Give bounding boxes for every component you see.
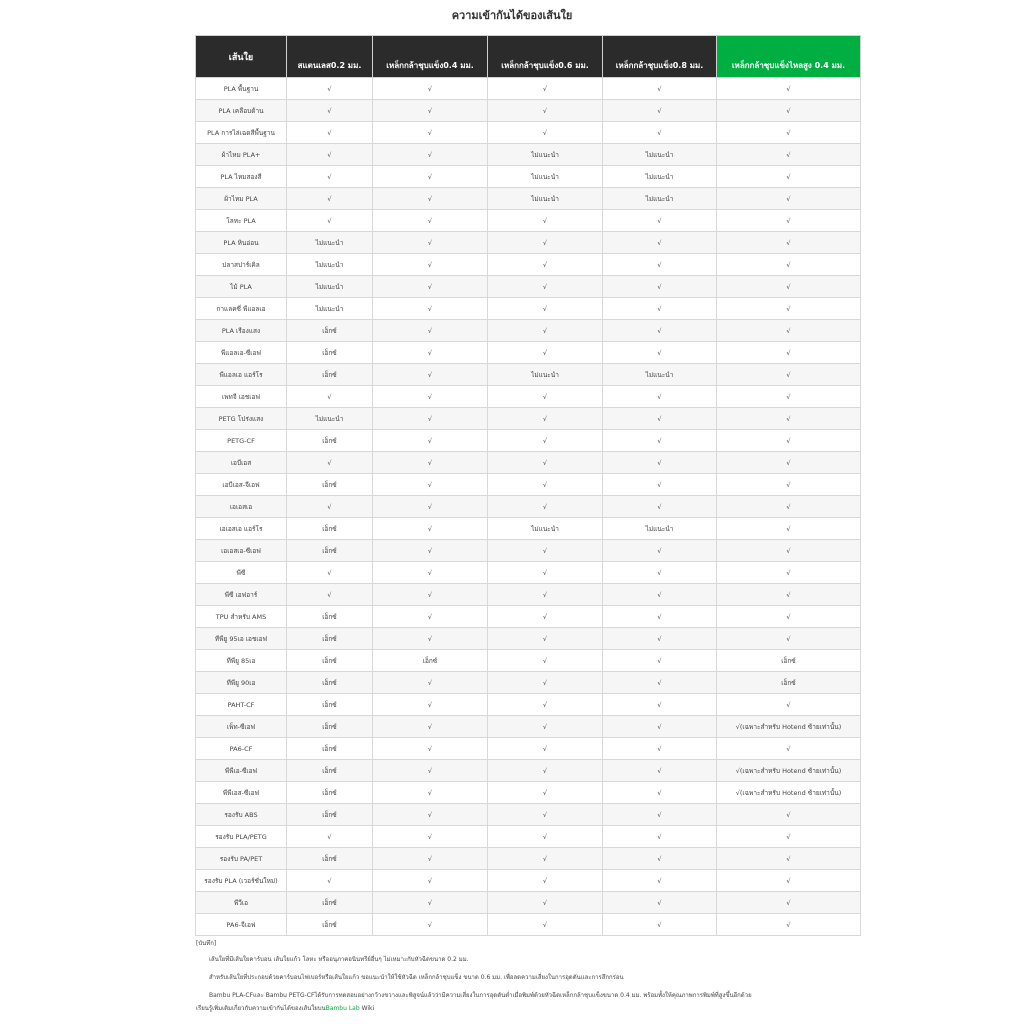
filament-name-cell: รองรับ ABS bbox=[196, 804, 287, 826]
compatibility-cell: √ bbox=[373, 496, 488, 518]
compatibility-cell: เอ็กซ์ bbox=[287, 804, 373, 826]
compatibility-table bbox=[195, 35, 861, 936]
filament-name-cell: PA6-จีเอฟ bbox=[196, 914, 287, 936]
compatibility-cell: เอ็กซ์ bbox=[287, 364, 373, 386]
compatibility-cell: √ bbox=[287, 870, 373, 892]
compatibility-cell: √ bbox=[287, 826, 373, 848]
compatibility-cell: √ bbox=[287, 210, 373, 232]
compatibility-cell: √ bbox=[603, 694, 717, 716]
compatibility-cell: √ bbox=[488, 210, 603, 232]
compatibility-cell: เอ็กซ์ bbox=[287, 914, 373, 936]
compatibility-cell: √ bbox=[488, 452, 603, 474]
compatibility-cell: √ bbox=[373, 166, 488, 188]
table-row bbox=[196, 254, 861, 276]
compatibility-cell: ไม่แนะนำ bbox=[488, 166, 603, 188]
compatibility-cell: √ bbox=[287, 166, 373, 188]
compatibility-cell: √ bbox=[603, 650, 717, 672]
compatibility-cell: √ bbox=[488, 672, 603, 694]
table-row bbox=[196, 496, 861, 518]
compatibility-cell: เอ็กซ์ bbox=[287, 430, 373, 452]
compatibility-cell: ไม่แนะนำ bbox=[287, 408, 373, 430]
footer-text bbox=[196, 1003, 374, 1013]
compatibility-cell: √ bbox=[488, 848, 603, 870]
compatibility-cell: √ bbox=[603, 386, 717, 408]
compatibility-cell: √ bbox=[373, 892, 488, 914]
compatibility-cell: √ bbox=[488, 474, 603, 496]
compatibility-cell: √ bbox=[287, 386, 373, 408]
compatibility-cell: √ bbox=[717, 804, 861, 826]
compatibility-cell: √ bbox=[488, 914, 603, 936]
compatibility-cell: √ bbox=[373, 364, 488, 386]
filament-name-cell: TPU สำหรับ AMS bbox=[196, 606, 287, 628]
compatibility-cell: √ bbox=[373, 474, 488, 496]
compatibility-cell: √ bbox=[488, 496, 603, 518]
compatibility-cell: √ bbox=[287, 100, 373, 122]
compatibility-cell: √ bbox=[373, 276, 488, 298]
table-row bbox=[196, 298, 861, 320]
compatibility-cell: √ bbox=[603, 584, 717, 606]
compatibility-cell: √ bbox=[488, 78, 603, 100]
filament-name-cell: เอบีเอส-จีเอฟ bbox=[196, 474, 287, 496]
table-row bbox=[196, 628, 861, 650]
compatibility-cell: √ bbox=[373, 78, 488, 100]
table-row bbox=[196, 210, 861, 232]
table-row bbox=[196, 166, 861, 188]
compatibility-cell: √ bbox=[287, 452, 373, 474]
compatibility-cell: √ bbox=[287, 188, 373, 210]
compatibility-cell: √ bbox=[488, 408, 603, 430]
compatibility-cell: √ bbox=[717, 452, 861, 474]
compatibility-cell: √(เฉพาะสำหรับ Hotend ซ้ายเท่านั้น) bbox=[717, 760, 861, 782]
compatibility-cell: √ bbox=[717, 144, 861, 166]
compatibility-cell: √ bbox=[717, 848, 861, 870]
compatibility-cell: √ bbox=[717, 914, 861, 936]
compatibility-cell: √ bbox=[488, 232, 603, 254]
filament-name-cell: กาแลคซี่ พีแอลเอ bbox=[196, 298, 287, 320]
compatibility-cell: √ bbox=[488, 584, 603, 606]
compatibility-cell: √ bbox=[488, 694, 603, 716]
table-row bbox=[196, 760, 861, 782]
table-row bbox=[196, 870, 861, 892]
compatibility-cell: √ bbox=[603, 716, 717, 738]
filament-name-cell: PLA การไล่เฉดสีพื้นฐาน bbox=[196, 122, 287, 144]
table-row bbox=[196, 232, 861, 254]
filament-name-cell: รองรับ PA/PET bbox=[196, 848, 287, 870]
footer-suffix: Wiki bbox=[359, 1005, 375, 1012]
compatibility-cell: √ bbox=[373, 628, 488, 650]
compatibility-cell: เอ็กซ์ bbox=[287, 606, 373, 628]
compatibility-cell: √ bbox=[717, 408, 861, 430]
compatibility-cell: √ bbox=[488, 254, 603, 276]
table-row bbox=[196, 804, 861, 826]
compatibility-cell: ไม่แนะนำ bbox=[603, 166, 717, 188]
compatibility-cell: √ bbox=[717, 474, 861, 496]
table-row bbox=[196, 826, 861, 848]
compatibility-cell: √ bbox=[717, 100, 861, 122]
compatibility-cell: √ bbox=[287, 122, 373, 144]
table-row bbox=[196, 540, 861, 562]
compatibility-cell: √ bbox=[717, 606, 861, 628]
compatibility-cell: √ bbox=[373, 738, 488, 760]
table-row bbox=[196, 892, 861, 914]
compatibility-cell: เอ็กซ์ bbox=[717, 672, 861, 694]
compatibility-cell: √ bbox=[373, 760, 488, 782]
compatibility-cell: √ bbox=[488, 122, 603, 144]
header-stainless-0-2: สแตนเลส0.2 มม. bbox=[287, 36, 373, 78]
compatibility-cell: √ bbox=[603, 276, 717, 298]
header-hardened-0-8: เหล็กกล้าชุบแข็ง0.8 มม. bbox=[603, 36, 717, 78]
compatibility-cell: เอ็กซ์ bbox=[717, 650, 861, 672]
compatibility-cell: √ bbox=[717, 320, 861, 342]
compatibility-cell: √ bbox=[373, 848, 488, 870]
header-filament: เส้นใย bbox=[196, 36, 287, 78]
compatibility-cell: √ bbox=[603, 298, 717, 320]
notes-heading: [บันทึก] bbox=[196, 940, 217, 947]
compatibility-cell: เอ็กซ์ bbox=[287, 320, 373, 342]
compatibility-cell: √ bbox=[603, 408, 717, 430]
compatibility-cell: √ bbox=[373, 342, 488, 364]
filament-name-cell: เอบีเอส bbox=[196, 452, 287, 474]
compatibility-cell: √ bbox=[603, 78, 717, 100]
compatibility-cell: √ bbox=[717, 870, 861, 892]
compatibility-cell: √ bbox=[603, 826, 717, 848]
compatibility-cell: √ bbox=[717, 826, 861, 848]
compatibility-cell: ไม่แนะนำ bbox=[603, 364, 717, 386]
filament-name-cell: เพทจี เอชเอฟ bbox=[196, 386, 287, 408]
filament-name-cell: ไม้ PLA bbox=[196, 276, 287, 298]
compatibility-cell: √ bbox=[488, 650, 603, 672]
table-row bbox=[196, 122, 861, 144]
compatibility-cell: เอ็กซ์ bbox=[373, 650, 488, 672]
table-row bbox=[196, 848, 861, 870]
compatibility-cell: √ bbox=[717, 78, 861, 100]
table-row bbox=[196, 584, 861, 606]
compatibility-cell: √ bbox=[603, 496, 717, 518]
table-row bbox=[196, 782, 861, 804]
compatibility-cell: √ bbox=[373, 188, 488, 210]
compatibility-cell: √ bbox=[488, 870, 603, 892]
compatibility-cell: √ bbox=[717, 364, 861, 386]
compatibility-cell: √ bbox=[373, 122, 488, 144]
table-row bbox=[196, 452, 861, 474]
compatibility-cell: √ bbox=[488, 430, 603, 452]
compatibility-cell: √ bbox=[373, 606, 488, 628]
compatibility-cell: √ bbox=[373, 298, 488, 320]
compatibility-cell: √ bbox=[717, 496, 861, 518]
compatibility-cell: √ bbox=[717, 386, 861, 408]
table-row bbox=[196, 650, 861, 672]
notes-section bbox=[196, 938, 752, 1008]
compatibility-cell: เอ็กซ์ bbox=[287, 628, 373, 650]
compatibility-cell: √ bbox=[603, 848, 717, 870]
compatibility-cell: √ bbox=[373, 694, 488, 716]
header-high-flow-0-4: เหล็กกล้าชุบแข็งไหลสูง 0.4 มม. bbox=[717, 36, 861, 78]
note-item: สำหรับเส้นใยที่ประกอบด้วยคาร์บอนไฟเบอร์หรือเส้นใยแก้ว ขอแนะนำให้ใช้หัวฉีด เหล็กกล้าชุบแข็ง ขนาด 0.6 มม. เพื่อลดความเสี่ยงในการอุดตันและการสึกกร่อน bbox=[209, 974, 624, 981]
compatibility-cell: √ bbox=[603, 760, 717, 782]
compatibility-cell: √ bbox=[717, 562, 861, 584]
compatibility-cell: √ bbox=[287, 78, 373, 100]
bambu-lab-link[interactable]: Bambu Lab bbox=[325, 1005, 360, 1012]
compatibility-cell: √ bbox=[717, 188, 861, 210]
compatibility-cell: √ bbox=[373, 408, 488, 430]
compatibility-cell: √ bbox=[373, 254, 488, 276]
header-hardened-0-6: เหล็กกล้าชุบแข็ง0.6 มม. bbox=[488, 36, 603, 78]
compatibility-cell: √ bbox=[603, 210, 717, 232]
filament-name-cell: PLA ไหมสองสี bbox=[196, 166, 287, 188]
compatibility-cell: √ bbox=[603, 562, 717, 584]
page-title: ความเข้ากันได้ของเส้นใย bbox=[451, 9, 573, 22]
compatibility-cell: √ bbox=[603, 474, 717, 496]
filament-name-cell: ผ้าไหม PLA+ bbox=[196, 144, 287, 166]
table-row bbox=[196, 386, 861, 408]
compatibility-cell: เอ็กซ์ bbox=[287, 342, 373, 364]
compatibility-cell: √ bbox=[373, 232, 488, 254]
table-row bbox=[196, 694, 861, 716]
compatibility-cell: ไม่แนะนำ bbox=[603, 188, 717, 210]
compatibility-cell: √ bbox=[603, 122, 717, 144]
filament-name-cell: พีพีเอ-ซีเอฟ bbox=[196, 760, 287, 782]
filament-name-cell: รองรับ PLA (เวอร์ชั่นใหม่) bbox=[196, 870, 287, 892]
compatibility-cell: √ bbox=[717, 122, 861, 144]
compatibility-cell: √ bbox=[373, 210, 488, 232]
compatibility-cell: √ bbox=[603, 804, 717, 826]
filament-name-cell: PLA พื้นฐาน bbox=[196, 78, 287, 100]
compatibility-cell: √ bbox=[603, 738, 717, 760]
filament-name-cell: พีซี bbox=[196, 562, 287, 584]
note-item: Bambu PLA-CFและ Bambu PETG-CFได้รับการทดสอบอย่างกว้างขวางและพิสูจน์แล้วว่ามีความเสี่ยงในการอุดตันต่ำเมื่อพิมพ์ด้วยหัวฉีดเหล็กกล้าชุบแข็งขนาด 0.4 มม. พร้อมทั้งให้คุณภาพการพิมพ์ที่สูงขึ้นอีกด้วย bbox=[209, 992, 752, 999]
filament-name-cell: เอเอสเอ bbox=[196, 496, 287, 518]
compatibility-cell: √(เฉพาะสำหรับ Hotend ซ้ายเท่านั้น) bbox=[717, 782, 861, 804]
compatibility-cell: √ bbox=[717, 694, 861, 716]
compatibility-cell: √ bbox=[373, 716, 488, 738]
compatibility-cell: ไม่แนะนำ bbox=[488, 364, 603, 386]
compatibility-cell: √ bbox=[603, 606, 717, 628]
compatibility-cell: √ bbox=[373, 782, 488, 804]
compatibility-cell: √ bbox=[488, 738, 603, 760]
filament-name-cell: พีแอลเอ-ซีเอฟ bbox=[196, 342, 287, 364]
compatibility-cell: √(เฉพาะสำหรับ Hotend ซ้ายเท่านั้น) bbox=[717, 716, 861, 738]
table-row bbox=[196, 408, 861, 430]
filament-name-cell: โลหะ PLA bbox=[196, 210, 287, 232]
compatibility-cell: √ bbox=[373, 914, 488, 936]
compatibility-cell: √ bbox=[603, 430, 717, 452]
filament-name-cell: PETG โปร่งแสง bbox=[196, 408, 287, 430]
compatibility-cell: เอ็กซ์ bbox=[287, 892, 373, 914]
compatibility-cell: เอ็กซ์ bbox=[287, 738, 373, 760]
table-header-row bbox=[196, 36, 861, 78]
table-row bbox=[196, 276, 861, 298]
compatibility-cell: เอ็กซ์ bbox=[287, 760, 373, 782]
compatibility-cell: √ bbox=[717, 298, 861, 320]
compatibility-cell: ไม่แนะนำ bbox=[287, 254, 373, 276]
compatibility-cell: ไม่แนะนำ bbox=[287, 232, 373, 254]
compatibility-cell: √ bbox=[488, 892, 603, 914]
compatibility-cell: √ bbox=[717, 628, 861, 650]
compatibility-cell: √ bbox=[603, 232, 717, 254]
compatibility-cell: √ bbox=[373, 100, 488, 122]
filament-name-cell: PETG-CF bbox=[196, 430, 287, 452]
compatibility-cell: √ bbox=[603, 914, 717, 936]
compatibility-cell: √ bbox=[717, 232, 861, 254]
table-row bbox=[196, 342, 861, 364]
compatibility-cell: √ bbox=[373, 452, 488, 474]
compatibility-cell: √ bbox=[488, 716, 603, 738]
table-row bbox=[196, 320, 861, 342]
compatibility-cell: √ bbox=[603, 892, 717, 914]
table-row bbox=[196, 672, 861, 694]
compatibility-cell: √ bbox=[373, 672, 488, 694]
compatibility-cell: √ bbox=[373, 430, 488, 452]
filament-name-cell: พีวีเอ bbox=[196, 892, 287, 914]
compatibility-cell: √ bbox=[287, 562, 373, 584]
compatibility-cell: √ bbox=[717, 166, 861, 188]
compatibility-cell: √ bbox=[603, 540, 717, 562]
compatibility-cell: √ bbox=[488, 342, 603, 364]
compatibility-cell: √ bbox=[488, 100, 603, 122]
compatibility-cell: √ bbox=[603, 870, 717, 892]
filament-name-cell: เอเอสเอ แอร์โร bbox=[196, 518, 287, 540]
compatibility-cell: √ bbox=[603, 672, 717, 694]
table-row bbox=[196, 914, 861, 936]
compatibility-cell: √ bbox=[717, 540, 861, 562]
compatibility-cell: √ bbox=[717, 254, 861, 276]
table-row bbox=[196, 100, 861, 122]
table-row bbox=[196, 606, 861, 628]
compatibility-cell: √ bbox=[717, 210, 861, 232]
compatibility-cell: √ bbox=[603, 628, 717, 650]
compatibility-cell: √ bbox=[603, 782, 717, 804]
filament-name-cell: พีพีเอส-ซีเอฟ bbox=[196, 782, 287, 804]
compatibility-cell: √ bbox=[488, 628, 603, 650]
compatibility-cell: √ bbox=[488, 276, 603, 298]
compatibility-cell: √ bbox=[488, 804, 603, 826]
compatibility-cell: √ bbox=[717, 342, 861, 364]
compatibility-cell: √ bbox=[603, 452, 717, 474]
table-row bbox=[196, 430, 861, 452]
filament-name-cell: พีซี เอฟอาร์ bbox=[196, 584, 287, 606]
compatibility-cell: ไม่แนะนำ bbox=[603, 518, 717, 540]
compatibility-cell: √ bbox=[603, 254, 717, 276]
filament-name-cell: เพ็ท-ซีเอฟ bbox=[196, 716, 287, 738]
table-body bbox=[196, 78, 861, 936]
filament-name-cell: PLA เรืองแสง bbox=[196, 320, 287, 342]
compatibility-cell: เอ็กซ์ bbox=[287, 694, 373, 716]
compatibility-cell: √ bbox=[488, 826, 603, 848]
compatibility-cell: √ bbox=[373, 870, 488, 892]
compatibility-cell: √ bbox=[373, 320, 488, 342]
compatibility-cell: ไม่แนะนำ bbox=[287, 276, 373, 298]
compatibility-cell: เอ็กซ์ bbox=[287, 540, 373, 562]
table-row bbox=[196, 562, 861, 584]
compatibility-cell: √ bbox=[488, 540, 603, 562]
compatibility-cell: √ bbox=[488, 562, 603, 584]
compatibility-cell: เอ็กซ์ bbox=[287, 650, 373, 672]
filament-name-cell: PLA หินอ่อน bbox=[196, 232, 287, 254]
table-row bbox=[196, 78, 861, 100]
compatibility-cell: √ bbox=[373, 386, 488, 408]
filament-name-cell: รองรับ PLA/PETG bbox=[196, 826, 287, 848]
table-row bbox=[196, 188, 861, 210]
compatibility-cell: ไม่แนะนำ bbox=[488, 188, 603, 210]
header-hardened-0-4: เหล็กกล้าชุบแข็ง0.4 มม. bbox=[373, 36, 488, 78]
filament-name-cell: PLA เคลือบด้าน bbox=[196, 100, 287, 122]
compatibility-cell: ไม่แนะนำ bbox=[287, 298, 373, 320]
compatibility-cell: √ bbox=[717, 892, 861, 914]
compatibility-cell: √ bbox=[603, 100, 717, 122]
compatibility-cell: √ bbox=[488, 760, 603, 782]
compatibility-cell: เอ็กซ์ bbox=[287, 518, 373, 540]
compatibility-cell: √ bbox=[717, 738, 861, 760]
compatibility-cell: ไม่แนะนำ bbox=[488, 518, 603, 540]
compatibility-cell: √ bbox=[287, 496, 373, 518]
compatibility-cell: √ bbox=[603, 320, 717, 342]
compatibility-cell: √ bbox=[488, 606, 603, 628]
compatibility-cell: √ bbox=[373, 584, 488, 606]
compatibility-cell: √ bbox=[287, 584, 373, 606]
compatibility-cell: √ bbox=[717, 584, 861, 606]
compatibility-cell: √ bbox=[373, 518, 488, 540]
filament-name-cell: เอเอสเอ-ซีเอฟ bbox=[196, 540, 287, 562]
filament-name-cell: ปลาสปาร์เคิล bbox=[196, 254, 287, 276]
filament-name-cell: ผ้าไหม PLA bbox=[196, 188, 287, 210]
footer-prefix: เรียนรู้เพิ่มเติมเกี่ยวกับความเข้ากันได้ของเส้นใยบน bbox=[196, 1005, 326, 1012]
compatibility-cell: เอ็กซ์ bbox=[287, 716, 373, 738]
compatibility-cell: √ bbox=[603, 342, 717, 364]
table-row bbox=[196, 364, 861, 386]
compatibility-cell: √ bbox=[488, 298, 603, 320]
compatibility-cell: √ bbox=[717, 518, 861, 540]
compatibility-cell: √ bbox=[488, 320, 603, 342]
compatibility-cell: เอ็กซ์ bbox=[287, 782, 373, 804]
filament-name-cell: ทีพียู 85เอ bbox=[196, 650, 287, 672]
compatibility-cell: √ bbox=[373, 540, 488, 562]
compatibility-cell: √ bbox=[373, 804, 488, 826]
compatibility-cell: √ bbox=[717, 276, 861, 298]
compatibility-cell: ไม่แนะนำ bbox=[488, 144, 603, 166]
compatibility-cell: √ bbox=[373, 826, 488, 848]
table-row bbox=[196, 474, 861, 496]
filament-name-cell: PA6-CF bbox=[196, 738, 287, 760]
table-row bbox=[196, 716, 861, 738]
table-row bbox=[196, 144, 861, 166]
note-item: เส้นใยที่มีเส้นใยคาร์บอน เส้นใยแก้ว โลหะ หรืออนุภาคอนินทรีย์อื่นๆ ไม่เหมาะกับหัวฉีดขนาด 0.2 มม. bbox=[209, 956, 469, 963]
table-row bbox=[196, 738, 861, 760]
filament-name-cell: ทีพียู 95เอ เอชเอฟ bbox=[196, 628, 287, 650]
compatibility-cell: เอ็กซ์ bbox=[287, 474, 373, 496]
table-row bbox=[196, 518, 861, 540]
compatibility-cell: √ bbox=[373, 144, 488, 166]
compatibility-cell: เอ็กซ์ bbox=[287, 848, 373, 870]
filament-name-cell: พีแอลเอ แอร์โร bbox=[196, 364, 287, 386]
compatibility-cell: เอ็กซ์ bbox=[287, 672, 373, 694]
compatibility-cell: ไม่แนะนำ bbox=[603, 144, 717, 166]
compatibility-cell: √ bbox=[373, 562, 488, 584]
compatibility-cell: √ bbox=[488, 782, 603, 804]
compatibility-cell: √ bbox=[287, 144, 373, 166]
compatibility-cell: √ bbox=[717, 430, 861, 452]
filament-name-cell: ทีพียู 90เอ bbox=[196, 672, 287, 694]
filament-name-cell: PAHT-CF bbox=[196, 694, 287, 716]
compatibility-cell: √ bbox=[488, 386, 603, 408]
